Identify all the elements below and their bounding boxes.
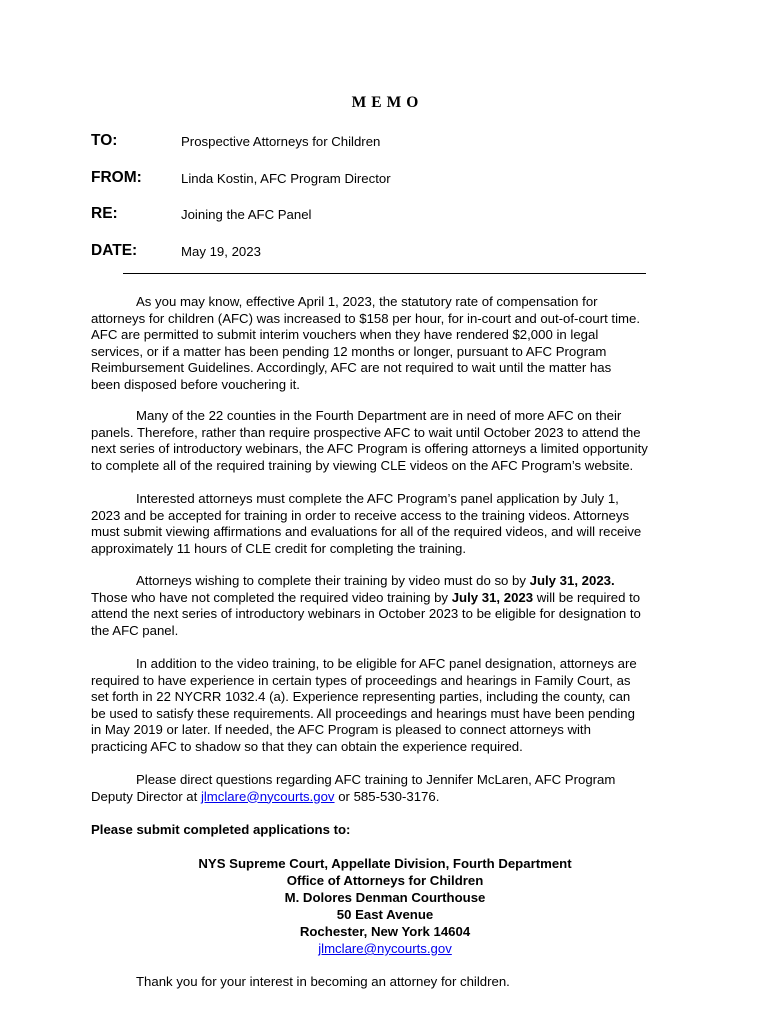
header-to-row bbox=[91, 132, 691, 152]
contact-text: or 585-530-3176. bbox=[334, 788, 440, 804]
header-re-label: RE: bbox=[91, 205, 118, 222]
header-from-row bbox=[91, 169, 691, 189]
paragraph-line bbox=[91, 789, 683, 806]
deadline-text: Attorneys wishing to complete their training by video must do so by bbox=[136, 573, 530, 588]
paragraph-line: been disposed before vouchering it. bbox=[91, 376, 300, 392]
paragraph-line: Reimbursement Guidelines. Accordingly, AFC are not required to wait until the matter has bbox=[91, 360, 612, 375]
address-email-line bbox=[0, 940, 770, 957]
paragraph-line: next series of introductory webinars, the AFC Program is offering attorneys a limited opportunity bbox=[91, 441, 648, 456]
header-date-value: May 19, 2023 bbox=[181, 244, 261, 259]
paragraph-line: Many of the 22 counties in the Fourth Department are in need of more AFC on their bbox=[136, 408, 622, 423]
paragraph-line: the AFC panel. bbox=[91, 622, 179, 638]
memo-title: MEMO bbox=[351, 94, 424, 111]
address-email-link[interactable]: jlmclare@nycourts.gov bbox=[318, 941, 452, 956]
address-city: Rochester, New York 14604 bbox=[299, 924, 471, 939]
paragraph-line: to complete all of the required training by viewing CLE videos on the AFC Program’s website. bbox=[91, 457, 634, 473]
deadline-text: will be required to bbox=[533, 589, 641, 605]
paragraph-line: approximately 11 hours of CLE credit for completing the training. bbox=[91, 540, 467, 556]
paragraph-compensation bbox=[91, 294, 683, 393]
paragraph-contact bbox=[91, 772, 683, 805]
paragraph-line bbox=[91, 573, 683, 590]
contact-text: Deputy Director at bbox=[91, 788, 201, 804]
paragraph-line: AFC are permitted to submit interim vouchers when they have rendered $2,000 in legal bbox=[91, 327, 599, 342]
header-re-row bbox=[91, 205, 691, 225]
address-street: 50 East Avenue bbox=[336, 907, 434, 922]
header-divider bbox=[123, 273, 646, 274]
closing-line: Thank you for your interest in becoming an attorney for children. bbox=[136, 974, 510, 989]
header-from-value: Linda Kostin, AFC Program Director bbox=[181, 171, 391, 186]
paragraph-line bbox=[91, 590, 683, 607]
paragraph-line: attorneys for children (AFC) was increased to $158 per hour, for in-court and out-of-court time. bbox=[91, 310, 640, 326]
paragraph-line: in May 2019 or later. If needed, the AFC Program is pleased to connect attorneys with bbox=[91, 722, 591, 737]
paragraph-need bbox=[91, 408, 683, 474]
address-courthouse: M. Dolores Denman Courthouse bbox=[284, 890, 486, 905]
address-office: Office of Attorneys for Children bbox=[286, 873, 484, 888]
paragraph-line: As you may know, effective April 1, 2023, the statutory rate of compensation for bbox=[136, 294, 598, 309]
deadline-date: July 31, 2023 bbox=[451, 589, 534, 605]
paragraph-line: practicing AFC to shadow so that they can obtain the experience required. bbox=[91, 738, 523, 754]
paragraph-line: required to have experience in certain types of proceedings and hearings in Family Court, as bbox=[91, 672, 631, 688]
mailing-address bbox=[0, 855, 770, 957]
header-to-label: TO: bbox=[91, 132, 118, 149]
paragraph-deadline bbox=[91, 573, 683, 639]
header-date-row bbox=[91, 242, 691, 262]
header-from-label: FROM: bbox=[91, 169, 142, 186]
paragraph-line: panels. Therefore, rather than require prospective AFC to wait until October 2023 to attend the bbox=[91, 424, 641, 440]
paragraph-line: In addition to the video training, to be eligible for AFC panel designation, attorneys are bbox=[136, 656, 637, 671]
address-court: NYS Supreme Court, Appellate Division, Fourth Department bbox=[198, 856, 572, 871]
paragraph-line: Interested attorneys must complete the AFC Program’s panel application by July 1, bbox=[136, 491, 619, 506]
paragraph-line: Please direct questions regarding AFC training to Jennifer McLaren, AFC Program bbox=[136, 772, 616, 787]
header-re-value: Joining the AFC Panel bbox=[181, 207, 312, 222]
paragraph-line: set forth in 22 NYCRR 1032.4 (a). Experience representing parties, including the county, can bbox=[91, 689, 631, 704]
deadline-date: July 31, 2023. bbox=[529, 573, 615, 588]
paragraph-line: services, or if a matter has been pending 12 months or longer, pursuant to AFC Program bbox=[91, 343, 607, 359]
paragraph-application bbox=[91, 491, 683, 557]
paragraph-line: attend the next series of introductory webinars in October 2023 to be eligible for designation to bbox=[91, 606, 641, 621]
deadline-text: Those who have not completed the required video training by bbox=[91, 589, 452, 605]
paragraph-line: must submit viewing affirmations and evaluations for all of the required videos, and will receive bbox=[91, 524, 642, 539]
paragraph-experience bbox=[91, 656, 683, 755]
paragraph-line: 2023 and be accepted for training in order to receive access to the training videos. Attorneys bbox=[91, 507, 630, 523]
contact-email-link[interactable]: jlmclare@nycourts.gov bbox=[200, 788, 335, 804]
paragraph-line: be used to satisfy these requirements. All proceedings and hearings must have been pending bbox=[91, 705, 635, 721]
header-date-label: DATE: bbox=[91, 242, 138, 259]
submit-heading: Please submit completed applications to: bbox=[91, 822, 351, 837]
header-to-value: Prospective Attorneys for Children bbox=[181, 134, 381, 149]
